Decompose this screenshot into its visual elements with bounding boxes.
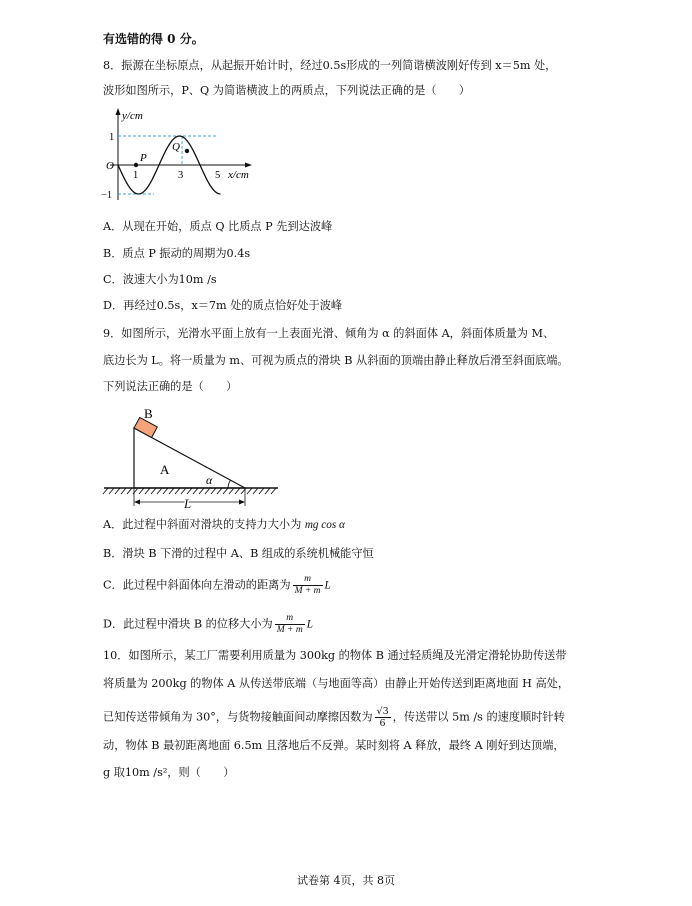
- fraction-denominator: M + m: [276, 625, 303, 635]
- q10-line3-end: ，传送带以 5m /s 的速度顺时针转: [392, 710, 565, 724]
- length-label: L: [184, 496, 192, 511]
- q10-stem-line3: [103, 706, 603, 729]
- tick-x-3: 3: [178, 170, 184, 181]
- q9-option-d-fraction: [275, 613, 305, 636]
- q9-option-a: [103, 517, 603, 533]
- fraction-denominator: 6: [379, 718, 386, 729]
- q9-option-a-formula: mg cos α: [304, 519, 345, 531]
- q10-stem-line2: 将质量为 200kg 的物体 A 从传送带底端（与地面等高）由静止开始传送到距离地面 H 高处，: [103, 677, 570, 690]
- page-footer: 试卷第 4页，共 8页: [297, 874, 395, 887]
- q9-stem-line1: 9．如图所示，光滑水平面上放有一上表面光滑、倾角为 α 的斜面体 A，斜面体质量为 M、: [103, 327, 555, 340]
- q9-stem-line2: 底边长为 L。将一质量为 m、可视为质点的滑块 B 从斜面的顶端由静止释放后滑至斜面底端。: [103, 354, 569, 367]
- fraction-numerator: √3: [376, 706, 389, 717]
- q9-option-c-fraction: [293, 574, 323, 597]
- fraction-numerator: m: [293, 574, 323, 586]
- q9-option-c-tail: L: [324, 579, 331, 592]
- friction-coefficient-fraction: [375, 706, 391, 729]
- header-note: 有选错的得 0 分。: [103, 32, 204, 46]
- q10-line3-start: 已知传送带倾角为 30°，与货物接触面间动摩擦因数为: [103, 710, 373, 724]
- x-axis-label: x/cm: [228, 169, 249, 181]
- q10-stem-line4: 动，物体 B 最初距离地面 6.5m 且落地后不反弹。某时刻将 A 释放，最终 A 刚好到达顶端，: [103, 739, 565, 752]
- point-q-label: Q: [172, 141, 180, 153]
- wedge-label: A: [160, 462, 170, 477]
- tick-x-1: 1: [133, 170, 139, 181]
- q10-stem-line1: 10．如图所示，某工厂需要利用质量为 300kg 的物体 B 通过轻质绳及光滑定滑轮协助传送带: [103, 649, 567, 662]
- fraction-denominator: M + m: [294, 586, 321, 596]
- block-label: B: [144, 406, 153, 421]
- q9-option-c: [103, 574, 603, 597]
- q9-option-d: [103, 613, 603, 636]
- angle-label: α: [206, 473, 213, 487]
- y-axis-label: y/cm: [122, 110, 143, 122]
- tick-x-5: 5: [215, 170, 221, 181]
- fraction-numerator: m: [275, 613, 305, 625]
- q8-option-a: A．从现在开始，质点 Q 比质点 P 先到达波峰: [103, 220, 333, 233]
- point-p-marker: [134, 163, 138, 167]
- q8-stem-line2: 波形如图所示，P、Q 为简谐横波上的两质点，下列说法正确的是（ ）: [103, 84, 471, 97]
- q9-option-c-text: C．此过程中斜面体向左滑动的距离为: [103, 578, 291, 592]
- origin-label: O: [106, 160, 114, 172]
- q8-option-b: B．质点 P 振动的周期为0.4s: [103, 247, 251, 260]
- point-q-marker: [185, 149, 189, 153]
- point-p-label: P: [140, 152, 147, 164]
- q9-stem-line3: 下列说法正确的是（ ）: [103, 380, 238, 393]
- q8-option-d: D．再经过0.5s，x＝7m 处的质点恰好处于波峰: [103, 299, 343, 312]
- wave-graph: [100, 105, 270, 210]
- q8-option-c: C．波速大小为10m /s: [103, 273, 217, 286]
- q9-option-b: B．滑块 B 下滑的过程中 A、B 组成的系统机械能守恒: [103, 547, 374, 560]
- q9-option-a-text: A．此过程中斜面对滑块的支持力大小为: [103, 518, 305, 531]
- q9-option-d-tail: L: [306, 618, 313, 631]
- q9-option-d-text: D．此过程中滑块 B 的位移大小为: [103, 617, 273, 631]
- tick-y-neg: −1: [101, 190, 113, 201]
- q10-stem-line5: g 取10m /s²，则（ ）: [103, 766, 235, 779]
- tick-y-pos: 1: [109, 132, 115, 143]
- q8-stem-line1: 8．振源在坐标原点，从起振开始计时，经过0.5s形成的一列简谐横波刚好传到 x＝5m 处，: [103, 59, 557, 72]
- incline-diagram: [100, 402, 285, 514]
